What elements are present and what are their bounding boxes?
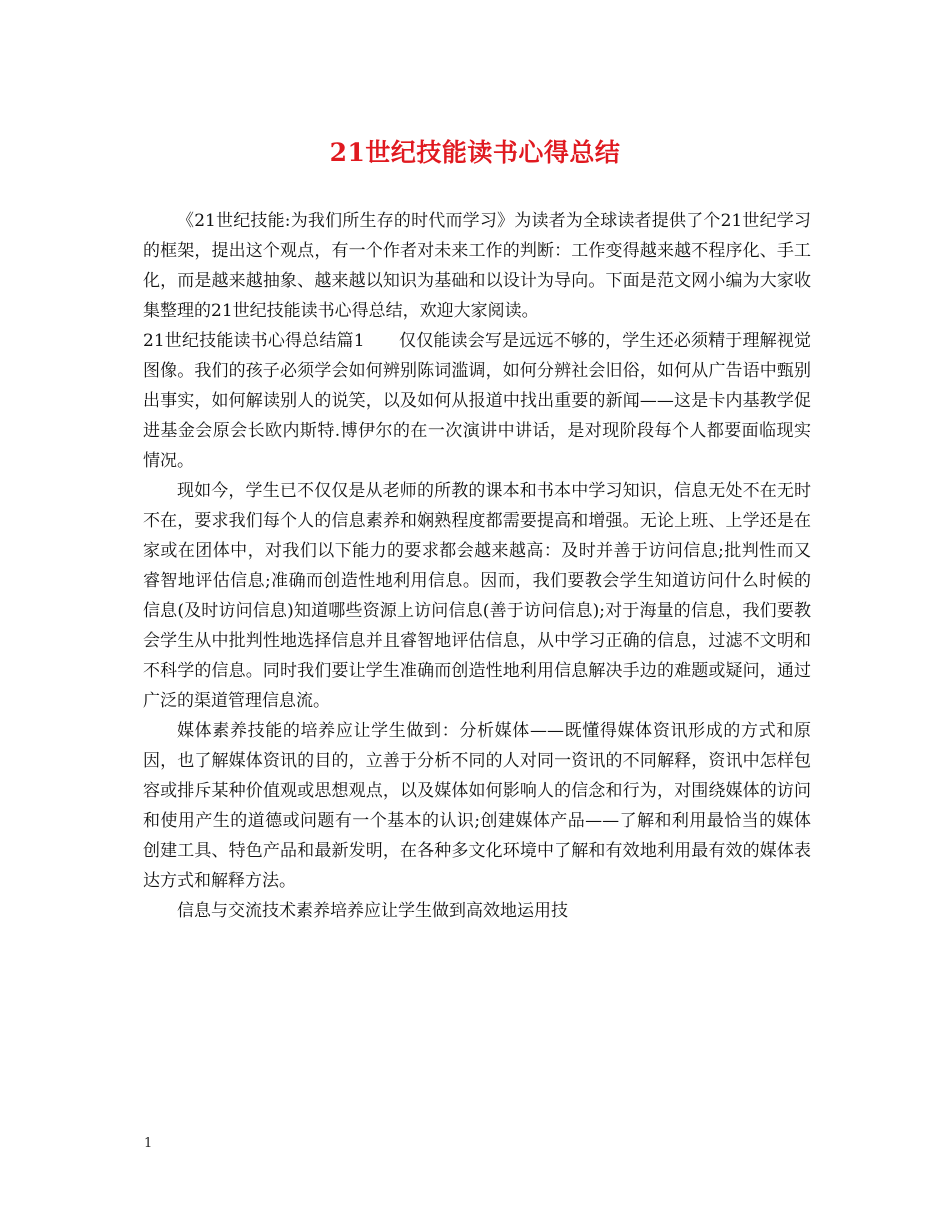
document-title: 21世纪技能读书心得总结 [329, 138, 621, 167]
paragraph-media-literacy: 媒体素养技能的培养应让学生做到：分析媒体——既懂得媒体资讯形成的方式和原因，也了解媒体资讯的目的，立善于分析不同的人对同一资讯的不同解释，资讯中怎样包容或排斥某种价值观或思想观点，以及媒体如何影响人的信念和行为，对围绕媒体的访问和使用产生的道德或问题有一个基本的认识;创建媒体产品——了解和利用最恰当的媒体创建工具、特色产品和最新发明，在各种多文化环境中了解和有效地利用最有效的媒体表达方式和解释方法。 [143, 721, 811, 891]
paragraph-information-literacy: 现如今，学生已不仅仅是从老师的所教的课本和书本中学习知识，信息无处不在无时不在，要求我们每个人的信息素养和娴熟程度都需要提高和增强。无论上班、上学还是在家或在团体中，对我们以下能力的要求都会越来越高：及时并善于访问信息;批判性而又睿智地评估信息;准确而创造性地利用信息。因而，我们要教会学生知道访问什么时候的信息(及时访问信息)知道哪些资源上访问信息(善于访问信息);对于海量的信息，我们要教会学生从中批判性地选择信息并且睿智地评估信息，从中学习正确的信息，过滤不文明和不科学的信息。同时我们要让学生准确而创造性地利用信息解决手边的难题或疑问，通过广泛的渠道管理信息流。 [143, 481, 811, 711]
paragraph-intro: 《21世纪技能:为我们所生存的时代而学习》为读者为全球读者提供了个21世纪学习的框架，提出这个观点，有一个作者对未来工作的判断：工作变得越来越不程序化、手工化，而是越来越抽象、越来越以知识为基础和以设计为导向。下面是范文网小编为大家收集整理的21世纪技能读书心得总结，欢迎大家阅读。 [143, 211, 811, 321]
paragraph-part-1: 21世纪技能读书心得总结篇1 仅仅能读会写是远远不够的，学生还必须精于理解视觉图像。我们的孩子必须学会如何辨别陈词滥调，如何分辨社会旧俗，如何从广告语中甄别出事实，如何解读别人的说笑，以及如何从报道中找出重要的新闻——这是卡内基教学促进基金会原会长欧内斯特.博伊尔的在一次演讲中讲话，是对现阶段每个人都要面临现实情况。 [143, 331, 811, 471]
paragraph-ict-literacy: 信息与交流技术素养培养应让学生做到高效地运用技 [177, 901, 568, 921]
page-number: 1 [144, 1136, 153, 1151]
document-body [143, 206, 811, 926]
